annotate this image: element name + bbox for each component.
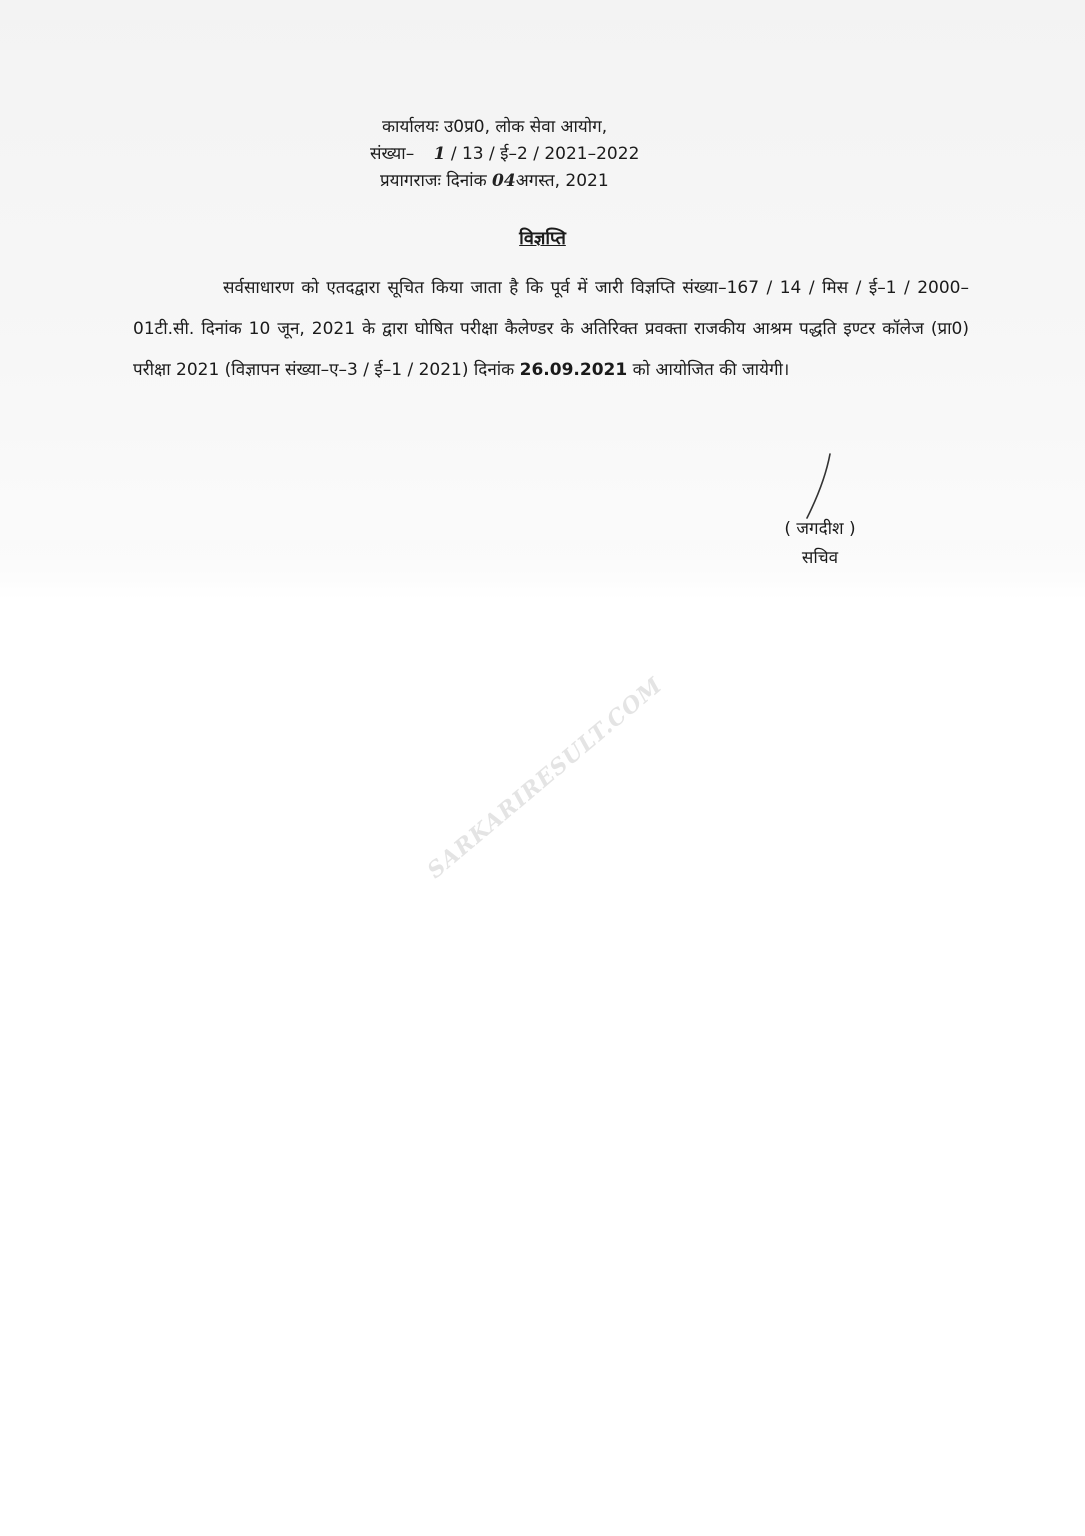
reference-number-prefix: संख्या–: [370, 144, 415, 164]
date-suffix: अगस्त, 2021: [515, 171, 609, 191]
notice-title: विज्ञप्ति: [519, 228, 566, 249]
watermark: SARKARIRESULT.COM: [422, 672, 668, 884]
reference-number-handwritten: 1: [433, 144, 446, 164]
office-line: कार्यालयः उ0प्र0, लोक सेवा आयोग,: [382, 117, 608, 137]
letter-header: [370, 114, 700, 195]
signatory-block: [740, 515, 900, 573]
reference-number-line: [370, 141, 700, 168]
notice-body-part1: सर्वसाधारण को एतदद्वारा सूचित किया जाता है कि पूर्व में जारी विज्ञप्ति संख्या–167 / 14 / मिस / ई–1 / 2000–01टी.सी. दिनांक 10 जून, 2021 के द्वारा घोषित परीक्षा कैलेण्डर के अतिरिक्त प्रवक्ता राजकीय आश्रम पद्धति इण्टर कॉलेज (प्रा0) परीक्षा 2021 (विज्ञापन संख्या–ए–3 / ई–1 / 2021) दिनांक: [133, 278, 969, 380]
notice-body-part2: को आयोजित की जायेगी।: [632, 360, 790, 380]
exam-date: 26.09.2021: [519, 360, 628, 380]
date-prefix: प्रयागराजः दिनांक: [380, 171, 487, 191]
signature-mark: [800, 452, 840, 522]
date-line: [370, 168, 700, 195]
reference-number-suffix: / 13 / ई–2 / 2021–2022: [450, 144, 640, 164]
signatory-designation: सचिव: [801, 548, 839, 568]
signatory-name: ( जगदीश ): [784, 519, 856, 539]
date-handwritten: 04: [492, 171, 516, 191]
notice-body: [133, 268, 969, 391]
